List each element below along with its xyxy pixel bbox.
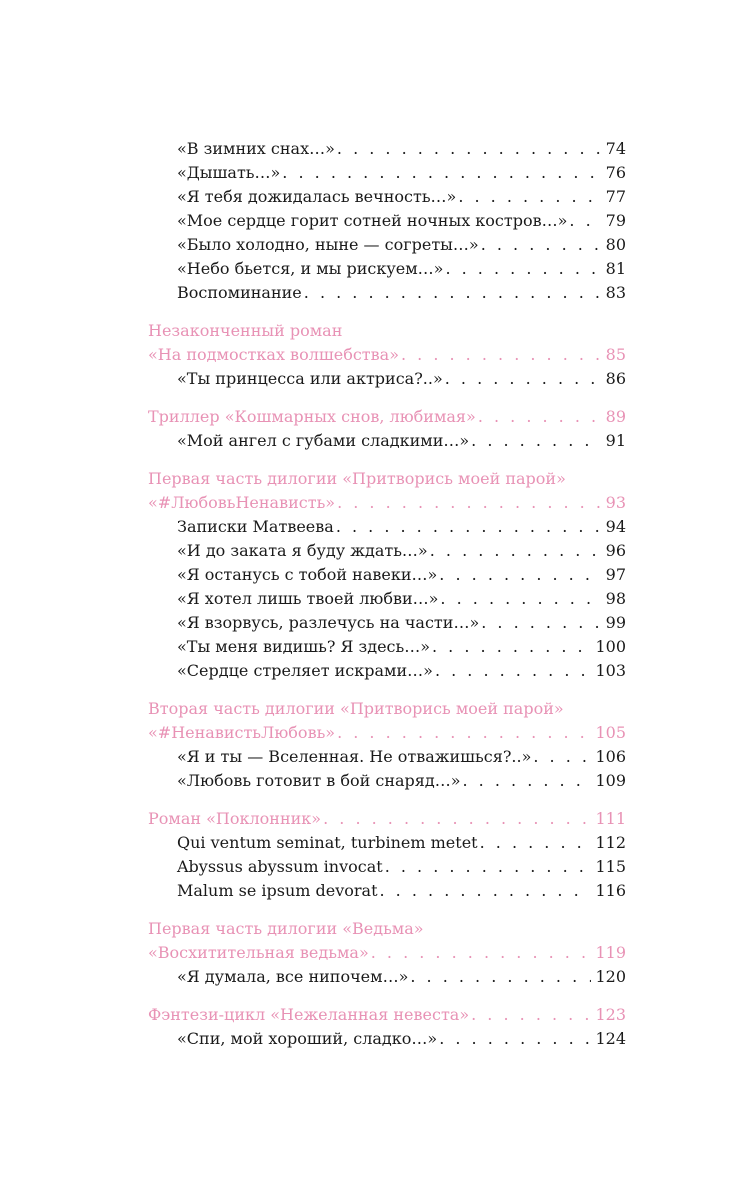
entry-page: 80 [605, 235, 626, 254]
section-heading [148, 721, 626, 745]
section-title: «Восхитительная ведьма» [148, 943, 369, 962]
leader-dots [481, 233, 600, 257]
section-title: Фэнтези-цикл «Нежеланная невеста» [148, 1005, 470, 1024]
entry-title: «Я взорвусь, разлечусь на части…» [177, 613, 480, 632]
section-heading-line [148, 467, 626, 491]
section-heading [148, 1003, 626, 1027]
section-heading [148, 807, 626, 831]
toc-entry [148, 367, 626, 391]
leader-dots [336, 515, 600, 539]
section-title: «На подмостках волшебства» [148, 345, 399, 364]
leader-dots [430, 539, 600, 563]
entry-title: «Я хотел лишь твоей любви…» [177, 589, 439, 608]
entry-page: 76 [605, 163, 626, 182]
toc-entry [148, 137, 626, 161]
entry-title: «Любовь готовит в бой снаряд…» [177, 771, 461, 790]
leader-dots [337, 491, 600, 515]
section-page: 105 [595, 723, 626, 742]
leader-dots [481, 611, 600, 635]
toc-entry [148, 587, 626, 611]
leader-dots [385, 855, 592, 879]
entry-page: 109 [595, 771, 626, 790]
toc-entry [148, 233, 626, 257]
section-heading [148, 343, 626, 367]
entry-title: «Мой ангел с губами сладкими…» [177, 431, 470, 450]
toc-group [148, 1003, 626, 1051]
entry-page: 77 [605, 187, 626, 206]
toc-group [148, 807, 626, 903]
leader-dots [463, 769, 592, 793]
section-heading-text: Вторая часть дилогии «Притворись моей парой» [148, 699, 564, 718]
toc-group [148, 917, 626, 989]
entry-title: Записки Матвеева [177, 517, 334, 536]
toc-entry [148, 831, 626, 855]
entry-title: «Мое сердце горит сотней ночных костров…» [177, 211, 568, 230]
entry-title: «Я и ты — Вселенная. Не отважишься?..» [177, 747, 532, 766]
section-title: «#ЛюбовьНенависть» [148, 493, 336, 512]
entry-page: 94 [605, 517, 626, 536]
entry-page: 81 [605, 259, 626, 278]
entry-title: Qui ventum seminat, turbinem metet [177, 833, 478, 852]
entry-page: 100 [595, 637, 626, 656]
entry-title: «В зимних снах…» [177, 139, 335, 158]
toc-group [148, 137, 626, 305]
leader-dots [445, 257, 600, 281]
entry-page: 91 [605, 431, 626, 450]
section-heading [148, 491, 626, 515]
leader-dots [323, 807, 591, 831]
entry-title: «Ты меня видишь? Я здесь…» [177, 637, 430, 656]
leader-dots [337, 721, 591, 745]
entry-page: 83 [605, 283, 626, 302]
section-title: Роман «Поклонник» [148, 809, 322, 828]
section-page: 111 [595, 809, 626, 828]
entry-page: 98 [605, 589, 626, 608]
leader-dots [458, 185, 600, 209]
leader-dots [282, 161, 600, 185]
entry-page: 115 [595, 857, 626, 876]
leader-dots [471, 1003, 591, 1027]
entry-title: «Было холодно, ныне — согреты…» [177, 235, 479, 254]
entry-title: «Я думала, все нипочем…» [177, 967, 409, 986]
entry-page: 103 [595, 661, 626, 680]
entry-page: 116 [595, 881, 626, 900]
toc-entry [148, 635, 626, 659]
section-heading-line [148, 319, 626, 343]
section-page: 89 [605, 407, 626, 426]
section-heading [148, 941, 626, 965]
toc-entry [148, 281, 626, 305]
leader-dots [371, 941, 592, 965]
entry-page: 106 [595, 747, 626, 766]
section-heading-line [148, 697, 626, 721]
entry-title: «Дышать…» [177, 163, 281, 182]
toc-entry [148, 965, 626, 989]
entry-title: «Спи, мой хороший, сладко…» [177, 1029, 438, 1048]
entry-page: 120 [595, 967, 626, 986]
entry-title: Воспоминание [177, 283, 302, 302]
entry-title: Abyssus abyssum invocat [177, 857, 383, 876]
entry-page: 86 [605, 369, 626, 388]
toc-entry [148, 209, 626, 233]
toc-entry [148, 539, 626, 563]
section-page: 123 [595, 1005, 626, 1024]
toc-group [148, 405, 626, 453]
entry-title: «Я тебя дожидалась вечность…» [177, 187, 457, 206]
entry-page: 96 [605, 541, 626, 560]
toc-entry [148, 185, 626, 209]
entry-title: «Я останусь с тобой навеки…» [177, 565, 438, 584]
leader-dots [337, 137, 600, 161]
section-heading-text: Первая часть дилогии «Ведьма» [148, 919, 424, 938]
toc-entry [148, 879, 626, 903]
section-page: 85 [605, 345, 626, 364]
toc-group [148, 697, 626, 793]
section-title: Триллер «Кошмарных снов, любимая» [148, 407, 476, 426]
leader-dots [445, 367, 600, 391]
toc-entry [148, 855, 626, 879]
toc-entry [148, 429, 626, 453]
entry-page: 74 [605, 139, 626, 158]
toc-entry [148, 515, 626, 539]
leader-dots [569, 209, 600, 233]
toc-entry [148, 611, 626, 635]
section-heading [148, 405, 626, 429]
leader-dots [471, 429, 600, 453]
leader-dots [435, 659, 592, 683]
leader-dots [380, 879, 592, 903]
table-of-contents [148, 137, 626, 1065]
leader-dots [440, 587, 600, 611]
entry-title: «Сердце стреляет искрами…» [177, 661, 433, 680]
leader-dots [478, 405, 600, 429]
section-heading-text: Первая часть дилогии «Притворись моей парой» [148, 469, 566, 488]
leader-dots [480, 831, 592, 855]
leader-dots [439, 1027, 591, 1051]
toc-entry [148, 257, 626, 281]
toc-entry [148, 659, 626, 683]
entry-page: 124 [595, 1029, 626, 1048]
entry-title: Malum se ipsum devorat [177, 881, 378, 900]
leader-dots [401, 343, 600, 367]
toc-entry [148, 769, 626, 793]
toc-entry [148, 745, 626, 769]
leader-dots [439, 563, 600, 587]
section-heading-line [148, 917, 626, 941]
leader-dots [533, 745, 591, 769]
leader-dots [304, 281, 600, 305]
section-heading-text: Незаконченный роман [148, 321, 343, 340]
section-page: 119 [595, 943, 626, 962]
toc-entry [148, 161, 626, 185]
toc-entry [148, 563, 626, 587]
toc-entry [148, 1027, 626, 1051]
entry-title: «Небо бьется, и мы рискуем…» [177, 259, 444, 278]
entry-page: 97 [605, 565, 626, 584]
entry-page: 79 [605, 211, 626, 230]
entry-title: «Ты принцесса или актриса?..» [177, 369, 443, 388]
toc-group [148, 467, 626, 683]
entry-title: «И до заката я буду ждать…» [177, 541, 428, 560]
section-title: «#НенавистьЛюбовь» [148, 723, 336, 742]
toc-group [148, 319, 626, 391]
leader-dots [410, 965, 591, 989]
entry-page: 112 [595, 833, 626, 852]
section-page: 93 [605, 493, 626, 512]
entry-page: 99 [605, 613, 626, 632]
leader-dots [432, 635, 591, 659]
